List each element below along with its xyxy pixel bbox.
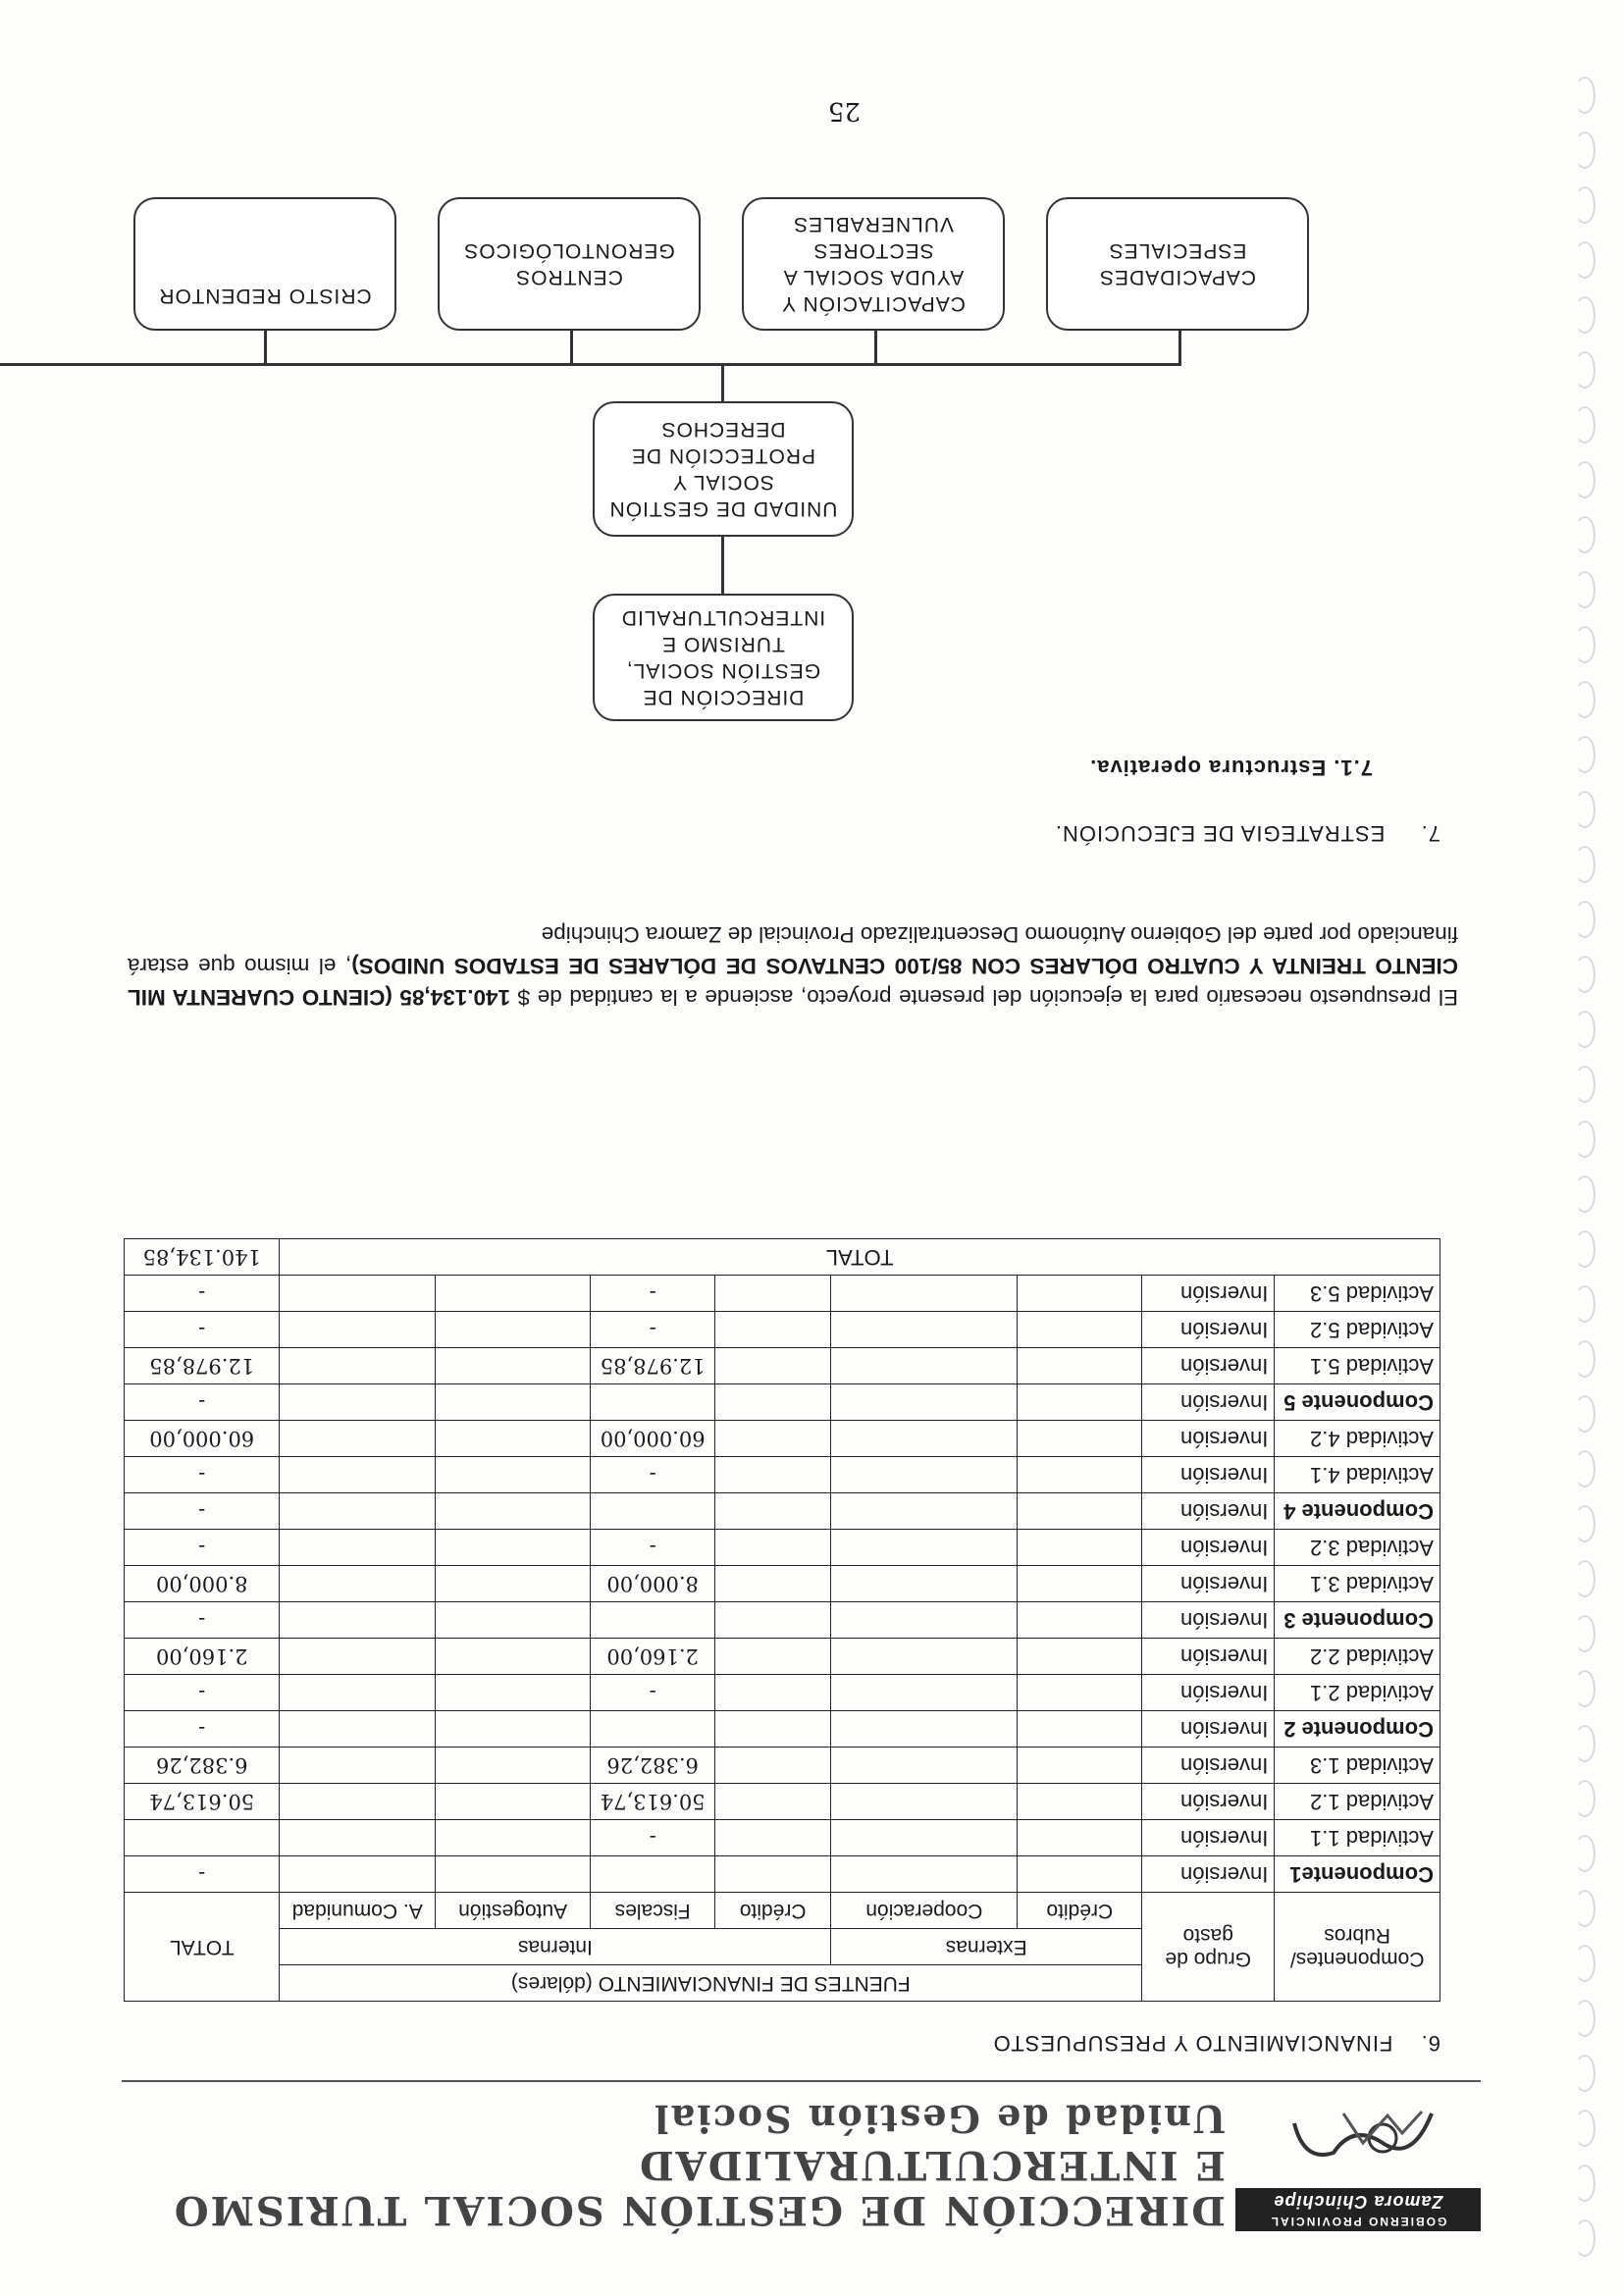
cell-credito (1018, 1384, 1142, 1421)
cell-credito (1018, 1312, 1142, 1348)
cell-autogestion (435, 1856, 590, 1893)
cell-comunidad (280, 1602, 435, 1639)
binding-hole (1574, 1340, 1596, 1378)
cell-comunidad (280, 1784, 435, 1820)
col-header-autogestion: Autogestión (435, 1893, 590, 1929)
binding-hole (1574, 2165, 1596, 2202)
org-horizontal-connector (0, 363, 1181, 366)
cell-fiscales (591, 1493, 715, 1530)
cell-cooperacion (831, 1312, 1018, 1348)
section-6-title: FINANCIAMIENTO Y PRESUPUESTO (992, 2031, 1393, 2056)
cell-comunidad (280, 1530, 435, 1566)
total-label: TOTAL (280, 1239, 1440, 1276)
cell-autogestion (435, 1748, 590, 1784)
row-group: Inversión (1142, 1276, 1275, 1312)
cell-credito (1018, 1675, 1142, 1711)
cell-credito-interno (714, 1566, 830, 1602)
cell-cooperacion (831, 1675, 1018, 1711)
cell-credito-interno (714, 1639, 830, 1675)
col-header-externas: Externas (831, 1929, 1142, 1965)
row-group: Inversión (1142, 1384, 1275, 1421)
cell-comunidad (280, 1566, 435, 1602)
cell-cooperacion (831, 1457, 1018, 1493)
cell-total: 12.978,85 (125, 1348, 280, 1384)
header-divider (122, 2080, 1481, 2082)
binding-hole (1574, 241, 1596, 279)
row-name: Actividad 1.3 (1275, 1748, 1440, 1784)
col-header-comunidad: A. Comunidad (280, 1893, 435, 1929)
row-name: Componente 5 (1275, 1384, 1440, 1421)
binding-hole (1574, 1560, 1596, 1597)
cell-autogestion (435, 1312, 590, 1348)
row-name: Actividad 4.2 (1275, 1421, 1440, 1457)
row-group: Inversión (1142, 1530, 1275, 1566)
cell-credito-interno (714, 1602, 830, 1639)
col-header-credito-interno: Crédito (714, 1893, 830, 1929)
row-name: Actividad 5.1 (1275, 1348, 1440, 1384)
row-name: Actividad 1.2 (1275, 1784, 1440, 1820)
cell-credito (1018, 1856, 1142, 1893)
budget-text-3: , el mismo que estará financiado por parte del Gobierno Autónomo Descentralizado Provincial de Zamora Chinchipe (128, 922, 1458, 978)
binding-hole (1574, 1285, 1596, 1323)
row-name: Actividad 1.1 (1275, 1820, 1440, 1856)
table-row (125, 1530, 1440, 1566)
cell-credito (1018, 1421, 1142, 1457)
cell-credito-interno (714, 1820, 830, 1856)
row-group: Inversión (1142, 1639, 1275, 1675)
row-group: Inversión (1142, 1820, 1275, 1856)
cell-cooperacion (831, 1820, 1018, 1856)
table-row (125, 1421, 1440, 1457)
org-drop-4 (264, 331, 267, 366)
binding-hole (1574, 2055, 1596, 2092)
binding-holes (1562, 39, 1601, 2257)
cell-autogestion (435, 1639, 590, 1675)
cell-credito-interno (714, 1530, 830, 1566)
binding-hole (1574, 351, 1596, 389)
cell-credito (1018, 1602, 1142, 1639)
row-name: Actividad 5.3 (1275, 1276, 1440, 1312)
row-group: Inversión (1142, 1348, 1275, 1384)
cell-credito (1018, 1711, 1142, 1748)
cell-fiscales: 60.000,00 (591, 1421, 715, 1457)
row-group: Inversión (1142, 1675, 1275, 1711)
cell-comunidad (280, 1639, 435, 1675)
budget-paragraph (128, 918, 1458, 1013)
org-box-direccion: DIRECCIÓN DE GESTIÓN SOCIAL, TURISMO E INTERCULTURALID (593, 594, 854, 721)
org-drop-3 (570, 331, 573, 366)
cell-total: - (125, 1276, 280, 1312)
row-name: Componente 4 (1275, 1493, 1440, 1530)
binding-hole (1574, 1725, 1596, 1762)
total-value: 140.134,85 (125, 1239, 280, 1276)
cell-autogestion (435, 1530, 590, 1566)
logo-line1: GOBIERNO PROVINCIAL (1269, 2215, 1447, 2228)
binding-hole (1574, 681, 1596, 718)
cell-comunidad (280, 1276, 435, 1312)
row-name: Actividad 3.2 (1275, 1530, 1440, 1566)
cell-credito (1018, 1348, 1142, 1384)
cell-credito (1018, 1784, 1142, 1820)
table-total-row (125, 1239, 1440, 1276)
cell-fiscales: - (591, 1530, 715, 1566)
org-drop-1 (1178, 331, 1181, 366)
col-header-cooperacion: Cooperación (831, 1893, 1018, 1929)
cell-credito-interno (714, 1312, 830, 1348)
header-title-line1: DIRECCIÓN DE GESTIÓN SOCIAL TURISMO (172, 2187, 1226, 2233)
table-row (125, 1748, 1440, 1784)
binding-hole (1574, 626, 1596, 663)
binding-hole (1574, 956, 1596, 993)
budget-text-1: El presupuesto necesario para la ejecución del presente proyecto, asciende a la cantidad de $ (517, 985, 1458, 1010)
row-group: Inversión (1142, 1748, 1275, 1784)
cell-credito-interno (714, 1784, 830, 1820)
cell-total: - (125, 1675, 280, 1711)
cell-credito-interno (714, 1421, 830, 1457)
header-title-line2: E INTERCULTURALIDAD (638, 2142, 1226, 2188)
col-header-fiscales: Fiscales (591, 1893, 715, 1929)
binding-hole (1574, 1505, 1596, 1542)
org-box-centros: CENTROS GERONTOLÓGICOS (438, 197, 701, 331)
cell-comunidad (280, 1820, 435, 1856)
row-name: Componente 2 (1275, 1711, 1440, 1748)
cell-credito (1018, 1530, 1142, 1566)
cell-comunidad (280, 1748, 435, 1784)
cell-credito-interno (714, 1856, 830, 1893)
binding-hole (1574, 1945, 1596, 1982)
table-row (125, 1493, 1440, 1530)
row-group: Inversión (1142, 1312, 1275, 1348)
cell-comunidad (280, 1384, 435, 1421)
row-group: Inversión (1142, 1602, 1275, 1639)
cell-total: - (125, 1602, 280, 1639)
cell-cooperacion (831, 1493, 1018, 1530)
cell-total: 2.160,00 (125, 1639, 280, 1675)
binding-hole (1574, 571, 1596, 608)
table-row (125, 1602, 1440, 1639)
cell-autogestion (435, 1711, 590, 1748)
col-header-group: Grupo de gasto (1142, 1893, 1275, 2002)
logo-banner (1235, 2188, 1481, 2231)
cell-comunidad (280, 1711, 435, 1748)
cell-total: - (125, 1530, 280, 1566)
table-row (125, 1276, 1440, 1312)
row-group: Inversión (1142, 1421, 1275, 1457)
cell-autogestion (435, 1820, 590, 1856)
row-name: Actividad 5.2 (1275, 1312, 1440, 1348)
table-row (125, 1639, 1440, 1675)
binding-hole (1574, 1670, 1596, 1707)
org-box-cristo-redentor: CRISTO REDENTOR (133, 197, 396, 331)
cell-fiscales: - (591, 1457, 715, 1493)
col-header-sources: FUENTES DE FINANCIAMIENTO (dólares) (280, 1965, 1142, 2002)
table-row (125, 1312, 1440, 1348)
binding-hole (1574, 901, 1596, 938)
binding-hole (1574, 461, 1596, 498)
row-name: Actividad 2.1 (1275, 1675, 1440, 1711)
cell-credito-interno (714, 1493, 830, 1530)
cell-fiscales: 12.978,85 (591, 1348, 715, 1384)
row-group: Inversión (1142, 1784, 1275, 1820)
col-header-credito: Crédito (1018, 1893, 1142, 1929)
cell-comunidad (280, 1421, 435, 1457)
cell-credito (1018, 1457, 1142, 1493)
org-box-capacidades: CAPACIDADES ESPECIALES (1046, 197, 1309, 331)
binding-hole (1574, 2000, 1596, 2037)
cell-comunidad (280, 1675, 435, 1711)
cell-autogestion (435, 1602, 590, 1639)
binding-hole (1574, 186, 1596, 224)
col-header-total: TOTAL (125, 1893, 280, 2002)
cell-credito (1018, 1639, 1142, 1675)
cell-comunidad (280, 1856, 435, 1893)
cell-comunidad (280, 1493, 435, 1530)
table-row (125, 1348, 1440, 1384)
binding-hole (1574, 1780, 1596, 1817)
cell-total: - (125, 1384, 280, 1421)
col-header-components: Componentes/ Rubros (1275, 1893, 1440, 2002)
cell-autogestion (435, 1276, 590, 1312)
binding-hole (1574, 791, 1596, 828)
cell-autogestion (435, 1421, 590, 1457)
binding-hole (1574, 2110, 1596, 2147)
table-row (125, 1784, 1440, 1820)
org-box-capacitacion: CAPACITACIÓN Y AYUDA SOCIAL A SECTORES VULNERABLES (742, 197, 1005, 331)
section-7-number: 7. (1420, 821, 1440, 846)
row-name: Componente 3 (1275, 1602, 1440, 1639)
cell-cooperacion (831, 1639, 1018, 1675)
org-box-unidad: UNIDAD DE GESTIÓN SOCIAL Y PROTECCIÓN DE DERECHOS (593, 401, 854, 537)
cell-cooperacion (831, 1784, 1018, 1820)
row-name: Actividad 4.1 (1275, 1457, 1440, 1493)
header-title-line3: Unidad de Gestión Social (653, 2097, 1226, 2141)
cell-cooperacion (831, 1566, 1018, 1602)
cell-cooperacion (831, 1711, 1018, 1748)
cell-fiscales: - (591, 1312, 715, 1348)
cell-fiscales: - (591, 1820, 715, 1856)
section-7-1-heading: 7.1. Estructura operativa. (1089, 756, 1373, 780)
cell-credito-interno (714, 1348, 830, 1384)
cell-total: 6.382,26 (125, 1748, 280, 1784)
row-name: Componente1 (1275, 1856, 1440, 1893)
cell-credito-interno (714, 1675, 830, 1711)
cell-total: - (125, 1312, 280, 1348)
cell-cooperacion (831, 1748, 1018, 1784)
cell-credito (1018, 1820, 1142, 1856)
cell-credito (1018, 1493, 1142, 1530)
section-6-number: 6. (1420, 2031, 1440, 2056)
section-6-heading (993, 2030, 1440, 2056)
org-connector-2 (721, 364, 724, 401)
binding-hole (1574, 1011, 1596, 1048)
cell-total: 50.613,74 (125, 1784, 280, 1820)
row-group: Inversión (1142, 1566, 1275, 1602)
letterhead (107, 2092, 1481, 2239)
binding-hole (1574, 1615, 1596, 1652)
cell-autogestion (435, 1457, 590, 1493)
section-7-title: ESTRATEGIA DE EJECUCIÓN. (1054, 821, 1386, 846)
cell-autogestion (435, 1348, 590, 1384)
binding-hole (1574, 406, 1596, 444)
binding-hole (1574, 1890, 1596, 1927)
cell-comunidad (280, 1348, 435, 1384)
cell-autogestion (435, 1675, 590, 1711)
row-group: Inversión (1142, 1493, 1275, 1530)
budget-text-amount: 140.134,85 (CIENTO CUARENTA MIL CIENTO TREINTA Y CUATRO DÓLARES CON 85/100 CENTAVOS DE DÓLARES DE ESTADOS UNIDOS) (128, 954, 1458, 1010)
cell-credito-interno (714, 1384, 830, 1421)
table-row (125, 1384, 1440, 1421)
binding-hole (1574, 1066, 1596, 1103)
cell-total: - (125, 1493, 280, 1530)
binding-hole (1574, 1835, 1596, 1872)
cell-total (125, 1820, 280, 1856)
cell-credito-interno (714, 1711, 830, 1748)
cell-fiscales: 50.613,74 (591, 1784, 715, 1820)
row-name: Actividad 3.1 (1275, 1566, 1440, 1602)
page-number: 25 (827, 96, 861, 126)
cell-credito-interno (714, 1457, 830, 1493)
binding-hole (1574, 1121, 1596, 1158)
cell-credito (1018, 1748, 1142, 1784)
financing-table-body (125, 1276, 1440, 1893)
cell-autogestion (435, 1493, 590, 1530)
row-group: Inversión (1142, 1856, 1275, 1893)
logo-line2: Zamora Chinchipe (1273, 2192, 1443, 2212)
cell-credito-interno (714, 1276, 830, 1312)
cell-total: - (125, 1856, 280, 1893)
binding-hole (1574, 1175, 1596, 1213)
cell-cooperacion (831, 1602, 1018, 1639)
table-row (125, 1675, 1440, 1711)
logo-emblem-icon (1284, 2104, 1441, 2182)
cell-credito (1018, 1276, 1142, 1312)
table-row (125, 1820, 1440, 1856)
table-row (125, 1457, 1440, 1493)
row-group: Inversión (1142, 1457, 1275, 1493)
col-header-internas: Internas (280, 1929, 831, 1965)
cell-total: 60.000,00 (125, 1421, 280, 1457)
cell-total: - (125, 1711, 280, 1748)
cell-comunidad (280, 1312, 435, 1348)
table-row (125, 1711, 1440, 1748)
cell-fiscales: 6.382,26 (591, 1748, 715, 1784)
cell-comunidad (280, 1457, 435, 1493)
cell-fiscales (591, 1602, 715, 1639)
binding-hole (1574, 516, 1596, 553)
cell-cooperacion (831, 1276, 1018, 1312)
cell-cooperacion (831, 1856, 1018, 1893)
row-name: Actividad 2.2 (1275, 1639, 1440, 1675)
cell-fiscales: - (591, 1675, 715, 1711)
table-row (125, 1566, 1440, 1602)
cell-fiscales: - (591, 1276, 715, 1312)
binding-hole (1574, 736, 1596, 773)
cell-autogestion (435, 1784, 590, 1820)
binding-hole (1574, 296, 1596, 334)
binding-hole (1574, 1450, 1596, 1487)
row-group: Inversión (1142, 1711, 1275, 1748)
org-drop-2 (874, 331, 877, 366)
section-7-heading (1055, 820, 1440, 846)
org-connector-1 (721, 537, 724, 594)
cell-fiscales (591, 1711, 715, 1748)
table-row (125, 1856, 1440, 1893)
financing-table (124, 1238, 1440, 2002)
cell-cooperacion (831, 1421, 1018, 1457)
binding-hole (1574, 131, 1596, 169)
cell-fiscales: 2.160,00 (591, 1639, 715, 1675)
cell-autogestion (435, 1566, 590, 1602)
cell-fiscales (591, 1384, 715, 1421)
cell-cooperacion (831, 1348, 1018, 1384)
cell-cooperacion (831, 1530, 1018, 1566)
binding-hole (1574, 846, 1596, 883)
cell-total: - (125, 1457, 280, 1493)
binding-hole (1574, 1395, 1596, 1433)
binding-hole (1574, 2219, 1596, 2257)
cell-fiscales: 8.000,00 (591, 1566, 715, 1602)
cell-credito (1018, 1566, 1142, 1602)
cell-autogestion (435, 1384, 590, 1421)
provincial-logo (1226, 2104, 1481, 2231)
cell-fiscales (591, 1856, 715, 1893)
cell-credito-interno (714, 1748, 830, 1784)
cell-total: 8.000,00 (125, 1566, 280, 1602)
binding-hole (1574, 77, 1596, 114)
binding-hole (1574, 1230, 1596, 1268)
cell-cooperacion (831, 1384, 1018, 1421)
